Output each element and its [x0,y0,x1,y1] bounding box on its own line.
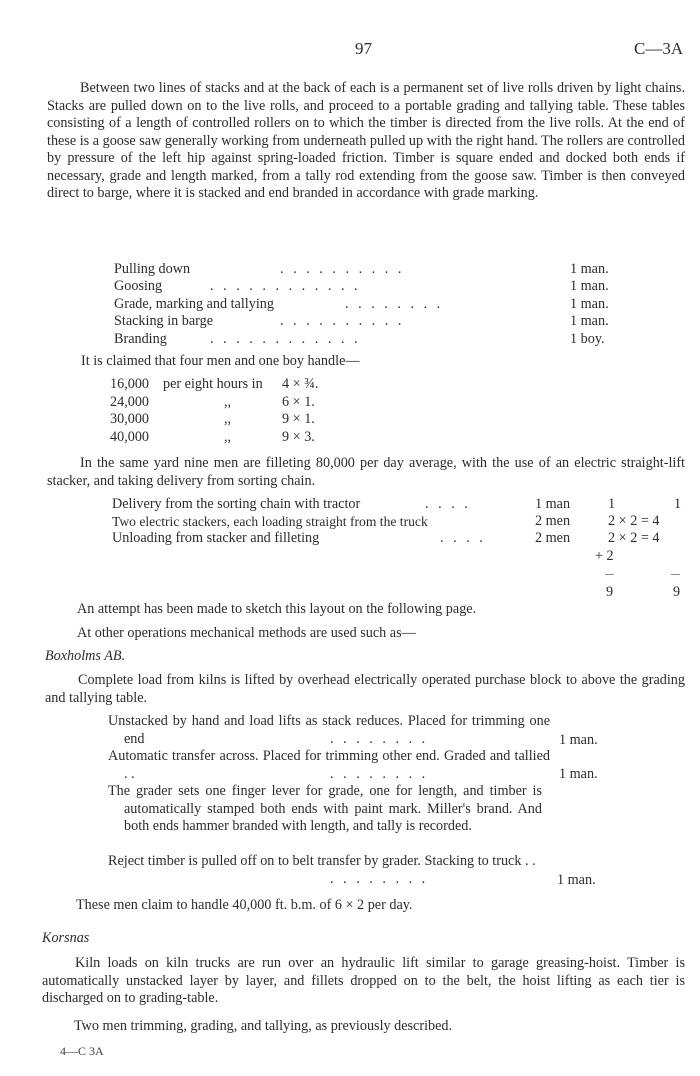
step-count: 1 man. [559,732,598,748]
throughput-row [0,429,700,446]
crew-sum-right: 9 [673,584,681,600]
document-reference: C—3A [634,39,684,58]
step-text [108,783,542,836]
crew-task: Delivery from the sorting chain with tractor [112,496,361,512]
crew-row [0,496,700,513]
paragraph-korsnas: Kiln loads on kiln trucks are run over an hydraulic lift similar to garage greasing-hoist. Timber is automatically unstacked layer by layer, and fillets dropped on to the belt, the hoist lifting as each tier is discharged on to grading-table. [42,955,685,1006]
leader-dots: . . . . [425,496,471,512]
crew-row [0,331,700,348]
step-text-body: Automatic transfer across. Placed for trimming other end. Graded and tallied . . [108,748,550,782]
crew-count: 1 man. [570,313,609,329]
crew-task: Grade, marking and tallying [114,296,274,312]
step-text-body: Reject timber is pulled off on to belt transfer by grader. Stacking to truck . . [108,853,536,869]
leader-dots: . . . . [440,530,486,546]
leader-dots: . . . . . . . . . . . . [210,278,361,294]
crew-calc: 2 × 2 = 4 [608,513,660,529]
throughput-period: ,, [224,411,232,427]
boxholms-claim: These men claim to handle 40,000 ft. b.m. of 6 × 2 per day. [76,897,413,913]
step-text-body: The grader sets one finger lever for grade, one for length, and timber is automatically stamped both ends with paint mark. Miller's brand. And both ends hammer branded with length, and tally is recorded. [108,783,542,834]
sum-rule-right [671,574,680,575]
leader-dots: . . . . . . . . . . . . [210,331,361,347]
leader-dots: . . . . . . . . [345,296,444,312]
crew-count: 1 man. [570,278,609,294]
throughput-row [0,376,700,393]
crew-task: Stacking in barge [114,313,214,329]
crew-row [0,313,700,330]
crew-row [0,530,700,547]
crew-calc: 2 × 2 = 4 [608,530,660,546]
step-text [108,748,550,783]
throughput-qty: 40,000 [110,429,150,445]
crew-task: Unloading from stacker and filleting [112,530,320,546]
section-heading-boxholms: Boxholms AB. [45,648,126,664]
step-count: 1 man. [557,872,596,888]
step-count: 1 man. [559,766,598,782]
crew-task: Two electric stackers, each loading straight from the truck [112,514,428,529]
crew-row [0,261,700,278]
sum-rule-left [605,574,614,575]
crew-sum-left: 9 [606,584,614,600]
crew-row [0,278,700,295]
throughput-size: 9 × 3. [282,429,315,445]
throughput-period: per eight hours in [163,376,263,392]
crew-task: Pulling down [114,261,191,277]
throughput-row [0,411,700,428]
crew-count: 1 man. [570,261,609,277]
throughput-period: ,, [224,394,232,410]
crew-count: 1 boy. [570,331,605,347]
step-text [108,713,550,748]
throughput-qty: 16,000 [110,376,150,392]
crew-task: Goosing [114,278,163,294]
sketch-note: An attempt has been made to sketch this layout on the following page. [77,601,477,617]
crew-task: Branding [114,331,167,347]
section-heading-korsnas: Korsnas [42,930,90,946]
crew-extra: + 2 [595,548,614,564]
other-operations-line: At other operations mechanical methods are used such as— [77,625,416,641]
throughput-size: 9 × 1. [282,411,315,427]
page-number: 97 [355,39,372,58]
step-text [108,853,542,871]
throughput-row [0,394,700,411]
leader-dots: . . . . . . . . [330,731,429,747]
leader-dots: . . . . . . . . . . [280,313,405,329]
throughput-size: 4 × ¾. [282,376,319,392]
throughput-qty: 24,000 [110,394,150,410]
korsnas-last-line: Two men trimming, grading, and tallying, as previously described. [74,1018,453,1034]
paragraph-live-rolls: Between two lines of stacks and at the back of each is a permanent set of live rolls driven by light chains. Stacks are pulled down on to the live rolls, and proceed to a portable grading and tallying table. These tables consisting of a length of controlled rollers on to which the timber is directed from the live rolls. At the end of these is a goose saw generally working from underneath pulled up with the right hand. The rollers are controlled by pressure of the left hip against spring-loaded friction. Timber is square ended and docked both ends if necessary, grade and length marked, from a tally rod extending from the goose saw. Timber is then conveyed direct to barge, where it is stacked and end branded in accordance with grade marking. [47,80,685,201]
crew-men: 2 men [535,530,571,546]
claim-line: It is claimed that four men and one boy handle— [81,353,360,369]
crew-calc: 1 [608,496,616,512]
crew-row [0,296,700,313]
throughput-size: 6 × 1. [282,394,315,410]
leader-dots: . . . . . . . . [330,766,429,782]
step-text-body: Unstacked by hand and load lifts as stack reduces. Placed for trimming one end [108,713,550,747]
crew-total: 1 [674,496,682,512]
throughput-period: ,, [224,429,232,445]
crew-men: 2 men [535,513,571,529]
crew-men: 1 man [535,496,571,512]
crew-row [0,513,700,530]
signature-mark: 4—C 3A [60,1044,104,1058]
leader-dots: . . . . . . . . . . [280,261,405,277]
paragraph-boxholms: Complete load from kilns is lifted by overhead electrically operated purchase block to above the grading and tallying table. [45,672,685,706]
paragraph-filleting: In the same yard nine men are filleting 80,000 per day average, with the use of an electric straight-lift stacker, and taking delivery from sorting chain. [47,455,685,489]
crew-count: 1 man. [570,296,609,312]
leader-dots: . . . . . . . . [330,871,429,887]
throughput-qty: 30,000 [110,411,150,427]
